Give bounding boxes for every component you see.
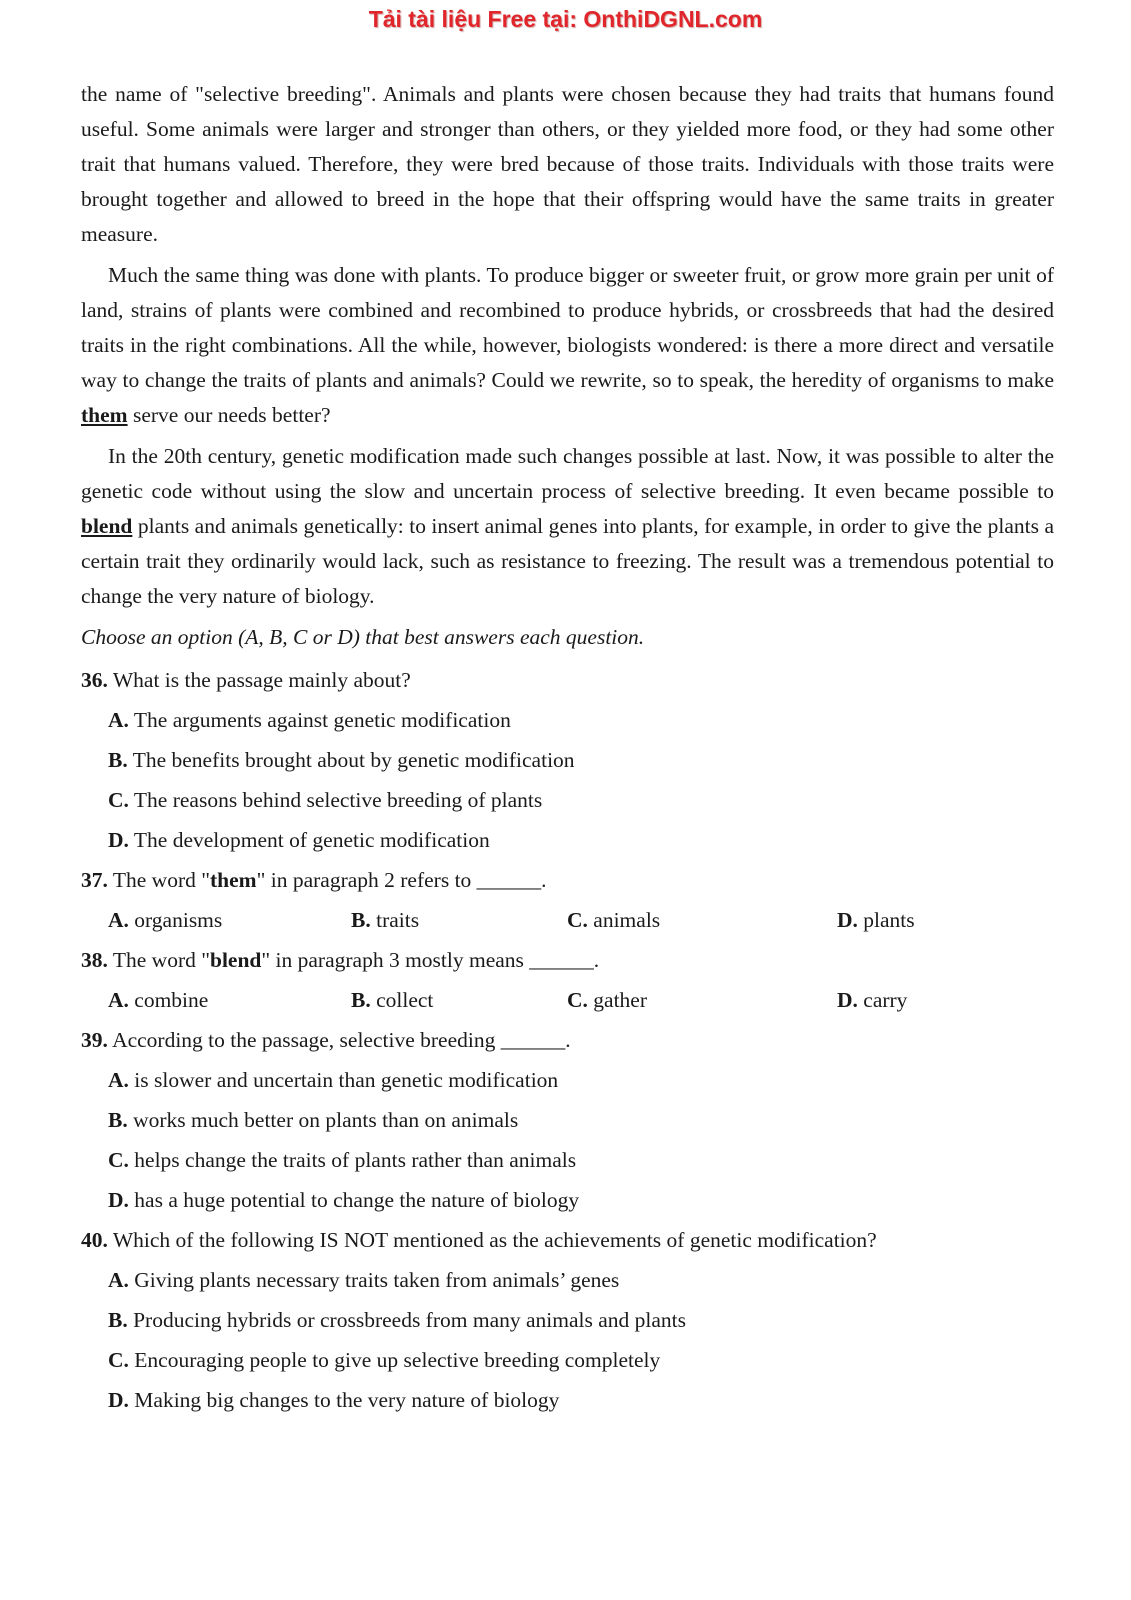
question-text: According to the passage, selective breeding ______. xyxy=(107,1028,571,1052)
q37-option-d[interactable] xyxy=(837,900,915,940)
question-text-end: " in paragraph 2 refers to ______. xyxy=(256,868,547,892)
question-text: Which of the following IS NOT mentioned as the achievements of genetic modification? xyxy=(107,1228,877,1252)
q38-option-a[interactable] xyxy=(108,980,208,1020)
question-39 xyxy=(81,1020,1054,1060)
option-text: The reasons behind selective breeding of plants xyxy=(133,788,543,812)
question-number: 39. xyxy=(81,1028,108,1052)
option-text: Giving plants necessary traits taken from animals’ genes xyxy=(134,1268,620,1292)
passage-paragraph-3 xyxy=(81,439,1054,614)
option-letter: B. xyxy=(108,1108,128,1132)
question-number: 36. xyxy=(81,668,108,692)
q37-options xyxy=(81,900,1054,940)
question-keyword: them xyxy=(210,868,257,892)
option-text: Encouraging people to give up selective breeding completely xyxy=(134,1348,661,1372)
q40-option-b[interactable] xyxy=(81,1300,1054,1340)
option-letter: C. xyxy=(108,1348,129,1372)
option-text: The arguments against genetic modification xyxy=(133,708,511,732)
option-letter: A. xyxy=(108,708,129,732)
paragraph-2-text: Much the same thing was done with plants. To produce bigger or sweeter fruit, or grow more grain per unit of land, strains of plants were combined and recombined to produce hybrids, or crossbreeds that had the desired traits in the right combinations. All the while, however, biologists wondered: is there a more direct and versatile way to change the traits of plants and animals? Could we rewrite, so to speak, the heredity of organisms to make xyxy=(81,263,1054,392)
option-letter: B. xyxy=(108,748,128,772)
option-letter: D. xyxy=(837,988,858,1012)
option-text: Producing hybrids or crossbreeds from many animals and plants xyxy=(133,1308,687,1332)
question-text: What is the passage mainly about? xyxy=(107,668,411,692)
paragraph-2-text-end: serve our needs better? xyxy=(127,403,331,427)
option-text: works much better on plants than on animals xyxy=(133,1108,519,1132)
q39-option-c[interactable] xyxy=(81,1140,1054,1180)
q40-option-a[interactable] xyxy=(81,1260,1054,1300)
q37-option-a[interactable] xyxy=(108,900,222,940)
q36-option-a[interactable] xyxy=(81,700,1054,740)
option-letter: A. xyxy=(108,988,129,1012)
option-text: helps change the traits of plants rather than animals xyxy=(134,1148,577,1172)
question-38 xyxy=(81,940,1054,980)
q36-option-b[interactable] xyxy=(81,740,1054,780)
option-text: The development of genetic modification xyxy=(133,828,490,852)
q39-option-b[interactable] xyxy=(81,1100,1054,1140)
option-text: Making big changes to the very nature of biology xyxy=(134,1388,560,1412)
option-letter: D. xyxy=(108,1188,129,1212)
q37-option-c[interactable] xyxy=(567,900,660,940)
question-number: 38. xyxy=(81,948,108,972)
q39-option-a[interactable] xyxy=(81,1060,1054,1100)
q38-option-b[interactable] xyxy=(351,980,433,1020)
option-letter: B. xyxy=(351,908,371,932)
paragraph-3-text: In the 20th century, genetic modification made such changes possible at last. Now, it was possible to alter the genetic code without using the slow and uncertain process of selective breeding. It even became possible to xyxy=(81,444,1054,503)
q36-option-d[interactable] xyxy=(81,820,1054,860)
question-keyword: blend xyxy=(210,948,262,972)
q37-option-b[interactable] xyxy=(351,900,419,940)
option-text: carry xyxy=(863,988,908,1012)
option-letter: C. xyxy=(108,1148,129,1172)
passage-paragraph-1: the name of "selective breeding". Animals and plants were chosen because they had traits that humans found useful. Some animals were larger and stronger than others, or they yielded more food, or they had some other trait that humans valued. Therefore, they were bred because of those traits. Individuals with those traits were brought together and allowed to breed in the hope that their offspring would have the same traits in greater measure. xyxy=(81,82,1054,246)
q39-option-d[interactable] xyxy=(81,1180,1054,1220)
option-text: has a huge potential to change the nature of biology xyxy=(134,1188,580,1212)
keyword-blend: blend xyxy=(81,514,133,538)
option-letter: D. xyxy=(837,908,858,932)
option-text: gather xyxy=(593,988,647,1012)
option-text: traits xyxy=(376,908,420,932)
option-text: The benefits brought about by genetic modification xyxy=(132,748,575,772)
option-letter: A. xyxy=(108,908,129,932)
option-letter: D. xyxy=(108,1388,129,1412)
question-number: 37. xyxy=(81,868,108,892)
option-letter: A. xyxy=(108,1068,129,1092)
question-text: The word " xyxy=(107,948,210,972)
option-letter: D. xyxy=(108,828,129,852)
question-text: The word " xyxy=(107,868,210,892)
option-text: is slower and uncertain than genetic modification xyxy=(134,1068,559,1092)
question-number: 40. xyxy=(81,1228,108,1252)
question-40 xyxy=(81,1220,1054,1260)
site-banner: Tải tài liệu Free tại: OnthiDGNL.com xyxy=(368,6,763,32)
option-text: collect xyxy=(376,988,434,1012)
question-37 xyxy=(81,860,1054,900)
option-text: animals xyxy=(593,908,661,932)
keyword-them: them xyxy=(81,403,128,427)
option-letter: C. xyxy=(108,788,129,812)
q40-option-d[interactable] xyxy=(81,1380,1054,1420)
option-letter: B. xyxy=(108,1308,128,1332)
q38-option-c[interactable] xyxy=(567,980,647,1020)
option-letter: C. xyxy=(567,908,588,932)
question-text-end: " in paragraph 3 mostly means ______. xyxy=(261,948,600,972)
option-text: organisms xyxy=(134,908,223,932)
option-text: combine xyxy=(134,988,209,1012)
document-body xyxy=(81,77,1054,1420)
question-36 xyxy=(81,660,1054,700)
option-letter: C. xyxy=(567,988,588,1012)
paragraph-3-text-end: plants and animals genetically: to insert animal genes into plants, for example, in order to give the plants a certain trait they ordinarily would lack, such as resistance to freezing. The result was a tremendous potential to change the very nature of biology. xyxy=(81,514,1054,608)
q38-option-d[interactable] xyxy=(837,980,907,1020)
passage-paragraph-2 xyxy=(81,258,1054,433)
option-letter: A. xyxy=(108,1268,129,1292)
q38-options xyxy=(81,980,1054,1020)
option-letter: B. xyxy=(351,988,371,1012)
q40-option-c[interactable] xyxy=(81,1340,1054,1380)
option-text: plants xyxy=(863,908,915,932)
q36-option-c[interactable] xyxy=(81,780,1054,820)
instruction: Choose an option (A, B, C or D) that best answers each question. xyxy=(81,625,645,649)
